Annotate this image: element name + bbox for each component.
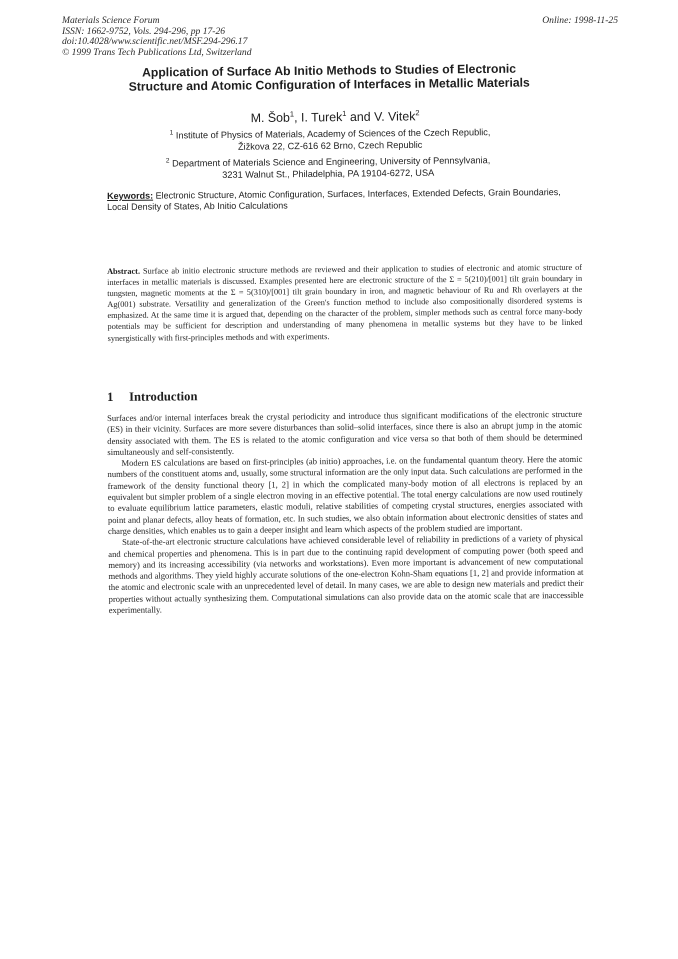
affiliation-2 xyxy=(118,152,538,183)
paragraph-1: Surfaces and/or internal interfaces break the crystal periodicity and introduce thus significant modifications of the electronic structure (ES) in their vicinity. Surfaces are more severe disturbances than solid–solid interfaces, since there is also an abrupt jump in the atomic density associated with them. The ES is related to the atomic configuration and vice versa so that both of them should be determined simultaneously and self-consistently. xyxy=(107,408,583,457)
paragraph-2: Modern ES calculations are based on first-principles (ab initio) approaches, i.e. on the fundamental quantum theory. Here the atomic numbers of the constituent atoms and, usually, some structural information are the only input data. Such calculations are performed in the framework of the density functional theory [1, 2] in which the complicated many-body motion of all electrons is replaced by an equivalent but simpler problem of a single electron moving in an effective potential. The total energy calculations are now used routinely to evaluate equilibrium lattice parameters, elastic moduli, relative stabilities of competing crystal structures, energies associated with point and planar defects, alloy heats of formation, etc. In such studies, we also obtain information about electronic densities of states and charge densities, which enables us to gain a deeper insight and learn which aspects of the problem studied are important. xyxy=(107,454,583,536)
author-sob: M. Šob xyxy=(250,110,290,126)
author-separator-and: and xyxy=(346,109,375,125)
author-separator: , xyxy=(294,110,302,125)
title-line-1: Application of Surface Ab Initio Methods to Studies of Electronic xyxy=(141,61,517,80)
section-heading-introduction xyxy=(107,387,407,405)
keywords-block xyxy=(107,187,582,214)
affiliation-1-institution: Institute of Physics of Materials, Academy of Sciences of the Czech Republic, xyxy=(175,127,491,141)
keywords-text: Electronic Structure, Atomic Configuration, Surfaces, Interfaces, Extended Defects, Grain Boundaries, Local Density of States, Ab Initio Calculations xyxy=(107,187,561,213)
journal-header xyxy=(62,16,618,58)
introduction-body xyxy=(107,409,584,616)
paragraph-3: State-of-the-art electronic structure calculations have achieved considerable level of reliability in predictions of a variety of physical and chemical properties and phenomena. This is in part due to the continuing rapid development of computing power (both speed and memory) and its increasing accessibility (via networks and workstations). Even more important is advancement of new computational methods and algorithms. They yield highly accurate solutions of the one-electron Kohn-Sham equations [1, 2] and provide information at the atomic and electronic scale with an unprecedented level of detail. In many cases, we are able to design new materials and predict their properties without actually synthesizing them. Computational simulations can also provide data on the atomic scale that are inaccessible experimentally. xyxy=(108,533,584,616)
abstract-block xyxy=(107,262,583,344)
affiliation-2-institution: Department of Materials Science and Engineering, University of Pennsylvania, xyxy=(172,155,491,169)
affiliation-2-mark: 2 xyxy=(165,157,170,165)
author-turek-affil-mark: 1 xyxy=(342,108,347,118)
author-vitek-affil-mark: 2 xyxy=(415,108,420,118)
affiliation-1-mark: 1 xyxy=(169,129,174,137)
section-number: 1 xyxy=(107,389,114,404)
section-title: Introduction xyxy=(128,389,198,404)
author-sob-affil-mark: 1 xyxy=(289,109,295,119)
title-line-2: Structure and Atomic Configuration of Interfaces in Metallic Materials xyxy=(128,75,530,95)
affiliation-2-address: 3231 Walnut St., Philadelphia, PA 19104-6272, USA xyxy=(222,167,435,180)
doi-line[interactable]: doi:10.4028/www.scientific.net/MSF.294-296.17 xyxy=(62,36,248,48)
abstract-text: Surface ab initio electronic structure methods are reviewed and their application to studies of electronic and atomic structure of interfaces in metallic materials is discussed. Examples presented here are electronic structure of the Σ = 5(210)/[001] tilt grain boundary in tungsten, magnetic moments at the Σ = 5(310)/[001] tilt grain boundary in iron, and magnetic behaviour of Ru and Rh overlayers at the Ag(001) substrate. Versatility and generalization of the Green's function method to include also compositionally disordered systems is emphasized. At the same time it is argued that, depending on the character of the problem, simpler methods such as central force many-body potentials may be sufficient for description and understanding of many phenomena in metallic systems but they have to be linked synergistically with first-principles methods and with experiments. xyxy=(107,262,583,343)
keywords-label: Keywords: xyxy=(107,190,154,201)
online-date: Online: 1998-11-25 xyxy=(542,15,618,26)
abstract-label: Abstract. xyxy=(107,266,141,276)
copyright-line: © 1999 Trans Tech Publications Ltd, Switzerland xyxy=(62,46,252,58)
author-vitek: V. Vitek xyxy=(373,109,416,124)
affiliation-1-address: Žižkova 22, CZ-616 62 Brno, Czech Republic xyxy=(237,139,423,152)
journal-name: Materials Science Forum xyxy=(62,15,160,26)
issn-line: ISSN: 1662-9752, Vols. 294-296, pp 17-26 xyxy=(62,25,226,37)
author-turek: I. Turek xyxy=(300,110,343,125)
affiliation-1 xyxy=(120,124,540,155)
paper-title xyxy=(100,61,558,95)
